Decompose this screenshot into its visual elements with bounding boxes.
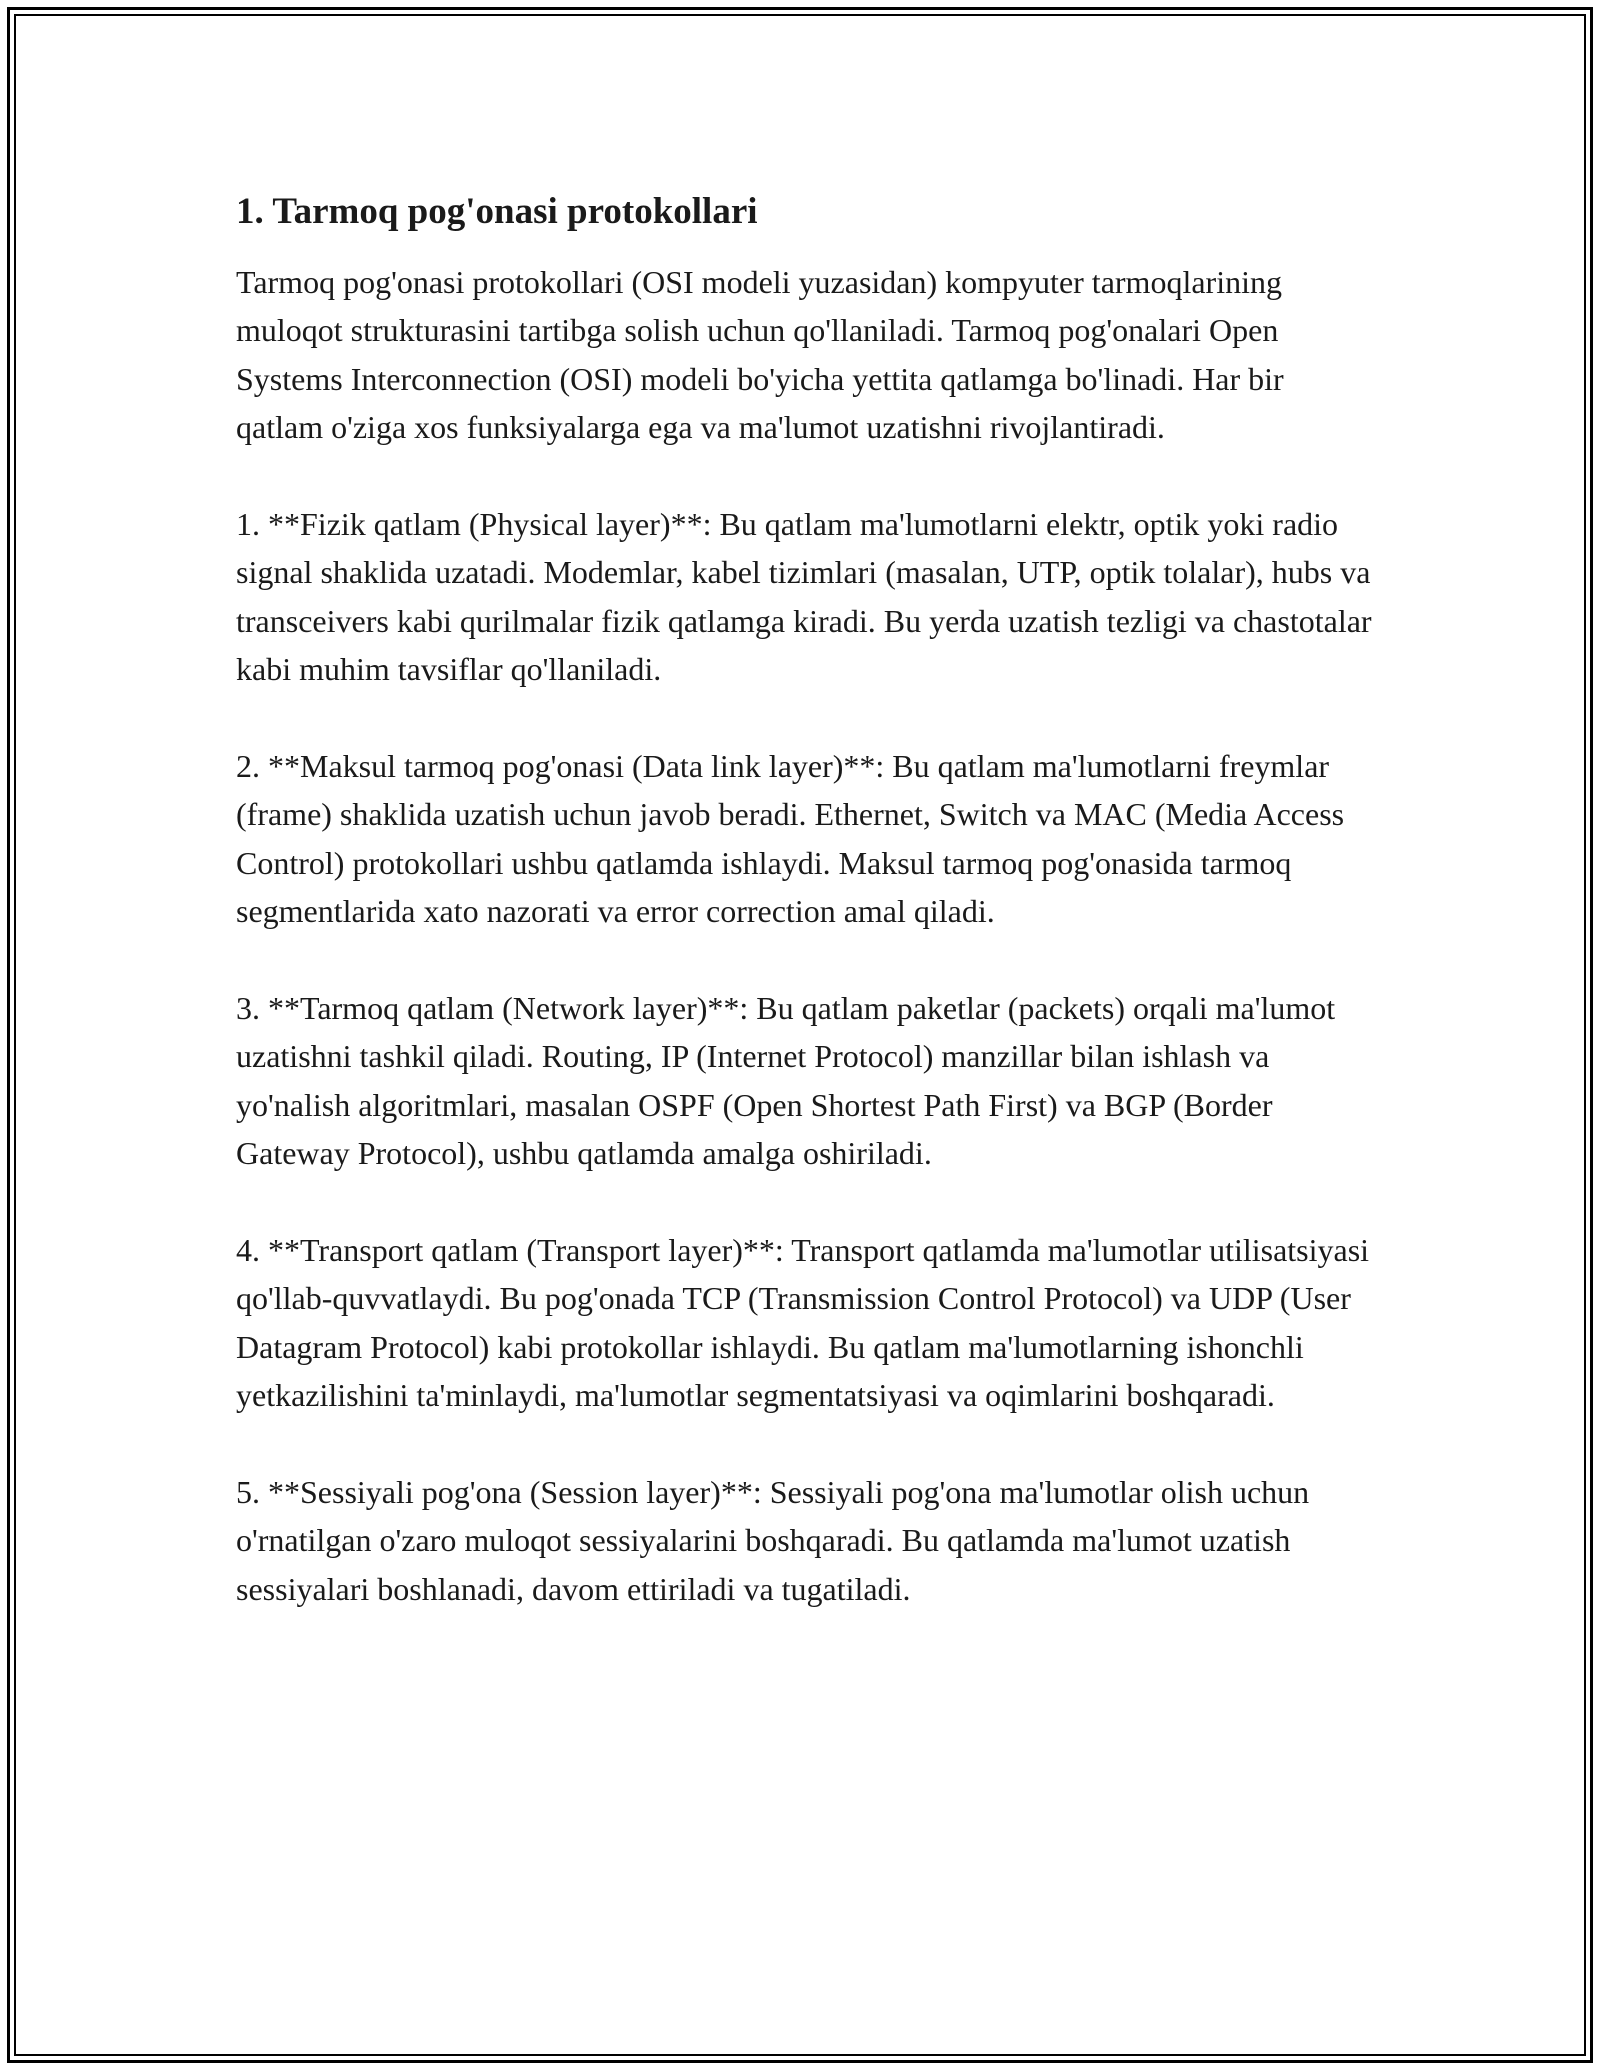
intro-paragraph: Tarmoq pog'onasi protokollari (OSI modeli yuzasidan) kompyuter tarmoqlarining muloqot strukturasini tartibga solish uchun qo'llaniladi. Tarmoq pog'onalari Open Systems Interconnection (OSI) modeli bo'yicha yettita qatlamga bo'linadi. Har bir qatlam o'ziga xos funksiyalarga ega va ma'lumot uzatishni rivojlantiradi.	[236, 264, 1284, 446]
physical-layer-paragraph: 1. **Fizik qatlam (Physical layer)**: Bu qatlam ma'lumotlarni elektr, optik yoki radio signal shaklida uzatadi. Modemlar, kabel tizimlari (masalan, UTP, optik tolalar), hubs va transceivers kabi qurilmalar fizik qatlamga kiradi. Bu yerda uzatish tezligi va chastotalar kabi muhim tavsiflar qo'llaniladi.	[236, 506, 1372, 688]
transport-layer-paragraph: 4. **Transport qatlam (Transport layer)**: Transport qatlamda ma'lumotlar utilisatsiyasi qo'llab-quvvatlaydi. Bu pog'onada TCP (Transmission Control Protocol) va UDP (User Datagram Protocol) kabi protokollar ishlaydi. Bu qatlam ma'lumotlarning ishonchli yetkazilishini ta'minlaydi, ma'lumotlar segmentatsiyasi va oqimlarini boshqaradi.	[236, 1232, 1370, 1414]
network-layer-paragraph: 3. **Tarmoq qatlam (Network layer)**: Bu qatlam paketlar (packets) orqali ma'lumot uzatishni tashkil qiladi. Routing, IP (Internet Protocol) manzillar bilan ishlash va yo'nalish algoritmlari, masalan OSPF (Open Shortest Path First) va BGP (Border Gateway Protocol), ushbu qatlamda amalga oshiriladi.	[236, 990, 1336, 1172]
document-title: 1. Tarmoq pog'onasi protokollari	[236, 191, 758, 232]
data-link-layer-paragraph: 2. **Maksul tarmoq pog'onasi (Data link layer)**: Bu qatlam ma'lumotlarni freymlar (frame) shaklida uzatish uchun javob beradi. Ethernet, Switch va MAC (Media Access Control) protokollari ushbu qatlamda ishlaydi. Maksul tarmoq pog'onasida tarmoq segmentlarida xato nazorati va error correction amal qiladi.	[236, 748, 1345, 930]
document-body	[236, 186, 1376, 1662]
session-layer-paragraph: 5. **Sessiyali pog'ona (Session layer)**: Sessiyali pog'ona ma'lumotlar olish uchun o'rnatilgan o'zaro muloqot sessiyalarini boshqaradi. Bu qatlamda ma'lumot uzatish sessiyalari boshlanadi, davom ettiriladi va tugatiladi.	[236, 1474, 1310, 1607]
